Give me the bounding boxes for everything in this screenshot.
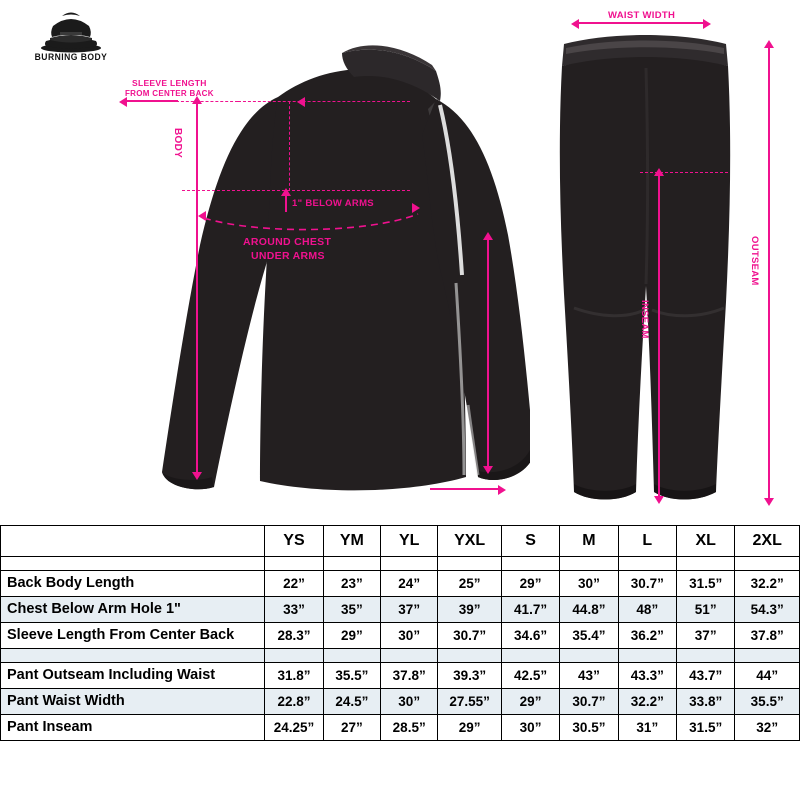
cell: 29”	[501, 571, 559, 597]
spacer-cell	[381, 557, 438, 571]
spacer-cell	[438, 649, 502, 663]
cell: 22.8”	[265, 689, 323, 715]
cell: 44.8”	[560, 597, 618, 623]
table-col-m: M	[560, 526, 618, 557]
table-row	[1, 571, 800, 597]
table-col-yxl: YXL	[438, 526, 502, 557]
spacer-cell	[560, 557, 618, 571]
annotation-inseam: INSEAM	[639, 300, 650, 339]
cell: 31.8”	[265, 663, 323, 689]
table-col-xl: XL	[677, 526, 735, 557]
cell: 29”	[501, 689, 559, 715]
cell: 30”	[381, 689, 438, 715]
cell: 24”	[381, 571, 438, 597]
table-header-row	[1, 526, 800, 557]
cell: 33”	[265, 597, 323, 623]
cell: 44”	[735, 663, 800, 689]
spacer-cell	[323, 649, 380, 663]
cell: 33.8”	[677, 689, 735, 715]
cell: 43”	[560, 663, 618, 689]
annotation-waist-width: WAIST WIDTH	[608, 10, 676, 21]
spacer-cell	[1, 649, 265, 663]
cell: 32”	[735, 715, 800, 741]
cell: 29”	[438, 715, 502, 741]
annotation-under-arms: UNDER ARMS	[251, 250, 325, 262]
cell: 43.3”	[618, 663, 676, 689]
brand-name: BURNING BODY	[34, 52, 108, 62]
cell: 30.7”	[560, 689, 618, 715]
table-col-ym: YM	[323, 526, 380, 557]
cell: 28.3”	[265, 623, 323, 649]
row-label-pant-outseam: Pant Outseam Including Waist	[1, 663, 265, 689]
spacer-cell	[501, 557, 559, 571]
cell: 30”	[560, 571, 618, 597]
cell: 30”	[381, 623, 438, 649]
annotation-body: BODY	[172, 128, 183, 159]
cell: 31”	[618, 715, 676, 741]
cell: 24.25”	[265, 715, 323, 741]
table-spacer-row-mid	[1, 649, 800, 663]
cell: 29”	[323, 623, 380, 649]
cell: 30”	[501, 715, 559, 741]
cell: 34.6”	[501, 623, 559, 649]
table-col-ys: YS	[265, 526, 323, 557]
cell: 37”	[677, 623, 735, 649]
table-col-l: L	[618, 526, 676, 557]
row-label-pant-waist-width: Pant Waist Width	[1, 689, 265, 715]
row-label-sleeve-length: Sleeve Length From Center Back	[1, 623, 265, 649]
cell: 23”	[323, 571, 380, 597]
cell: 27”	[323, 715, 380, 741]
spacer-cell	[618, 649, 676, 663]
spacer-cell	[438, 557, 502, 571]
spacer-cell	[323, 557, 380, 571]
cell: 22”	[265, 571, 323, 597]
cell: 35.5”	[735, 689, 800, 715]
cell: 37”	[381, 597, 438, 623]
cell: 30.7”	[438, 623, 502, 649]
cell: 24.5”	[323, 689, 380, 715]
cell: 43.7”	[677, 663, 735, 689]
cell: 35.4”	[560, 623, 618, 649]
spacer-cell	[735, 649, 800, 663]
cell: 41.7”	[501, 597, 559, 623]
spacer-cell	[265, 557, 323, 571]
table-row	[1, 689, 800, 715]
table-row	[1, 663, 800, 689]
cell: 32.2”	[618, 689, 676, 715]
annotation-from-center-back: FROM CENTER BACK	[125, 89, 214, 98]
annotation-outseam: OUTSEAM	[749, 236, 760, 286]
annotation-below-arms: 1" BELOW ARMS	[292, 198, 374, 209]
cell: 37.8”	[735, 623, 800, 649]
spacer-cell	[618, 557, 676, 571]
annotation-sleeve-length: SLEEVE LENGTH	[132, 78, 207, 88]
row-label-chest-below-arm-hole: Chest Below Arm Hole 1"	[1, 597, 265, 623]
table-row	[1, 715, 800, 741]
cell: 32.2”	[735, 571, 800, 597]
cell: 35.5”	[323, 663, 380, 689]
cell: 39”	[438, 597, 502, 623]
spacer-cell	[677, 557, 735, 571]
cell: 54.3”	[735, 597, 800, 623]
cell: 28.5”	[381, 715, 438, 741]
table-col-yl: YL	[381, 526, 438, 557]
table-col-s: S	[501, 526, 559, 557]
spacer-cell	[381, 649, 438, 663]
spacer-cell	[677, 649, 735, 663]
annotation-around-chest: AROUND CHEST	[243, 236, 332, 248]
spacer-cell	[1, 557, 265, 571]
cell: 27.55”	[438, 689, 502, 715]
cell: 31.5”	[677, 571, 735, 597]
cell: 51”	[677, 597, 735, 623]
spacer-cell	[735, 557, 800, 571]
row-label-back-body-length: Back Body Length	[1, 571, 265, 597]
spacer-cell	[560, 649, 618, 663]
table-spacer-row-top	[1, 557, 800, 571]
cell: 25”	[438, 571, 502, 597]
chest-measure-curve	[196, 200, 426, 240]
spacer-cell	[265, 649, 323, 663]
cell: 30.5”	[560, 715, 618, 741]
cell: 30.7”	[618, 571, 676, 597]
spacer-cell	[501, 649, 559, 663]
cell: 39.3”	[438, 663, 502, 689]
table-row	[1, 623, 800, 649]
cell: 48”	[618, 597, 676, 623]
size-chart-table	[0, 525, 800, 741]
table-col-2xl: 2XL	[735, 526, 800, 557]
table-row	[1, 597, 800, 623]
cell: 36.2”	[618, 623, 676, 649]
cell: 42.5”	[501, 663, 559, 689]
cell: 35”	[323, 597, 380, 623]
cell: 31.5”	[677, 715, 735, 741]
table-corner-cell	[1, 526, 265, 557]
row-label-pant-inseam: Pant Inseam	[1, 715, 265, 741]
cell: 37.8”	[381, 663, 438, 689]
pants-illustration	[530, 22, 760, 522]
